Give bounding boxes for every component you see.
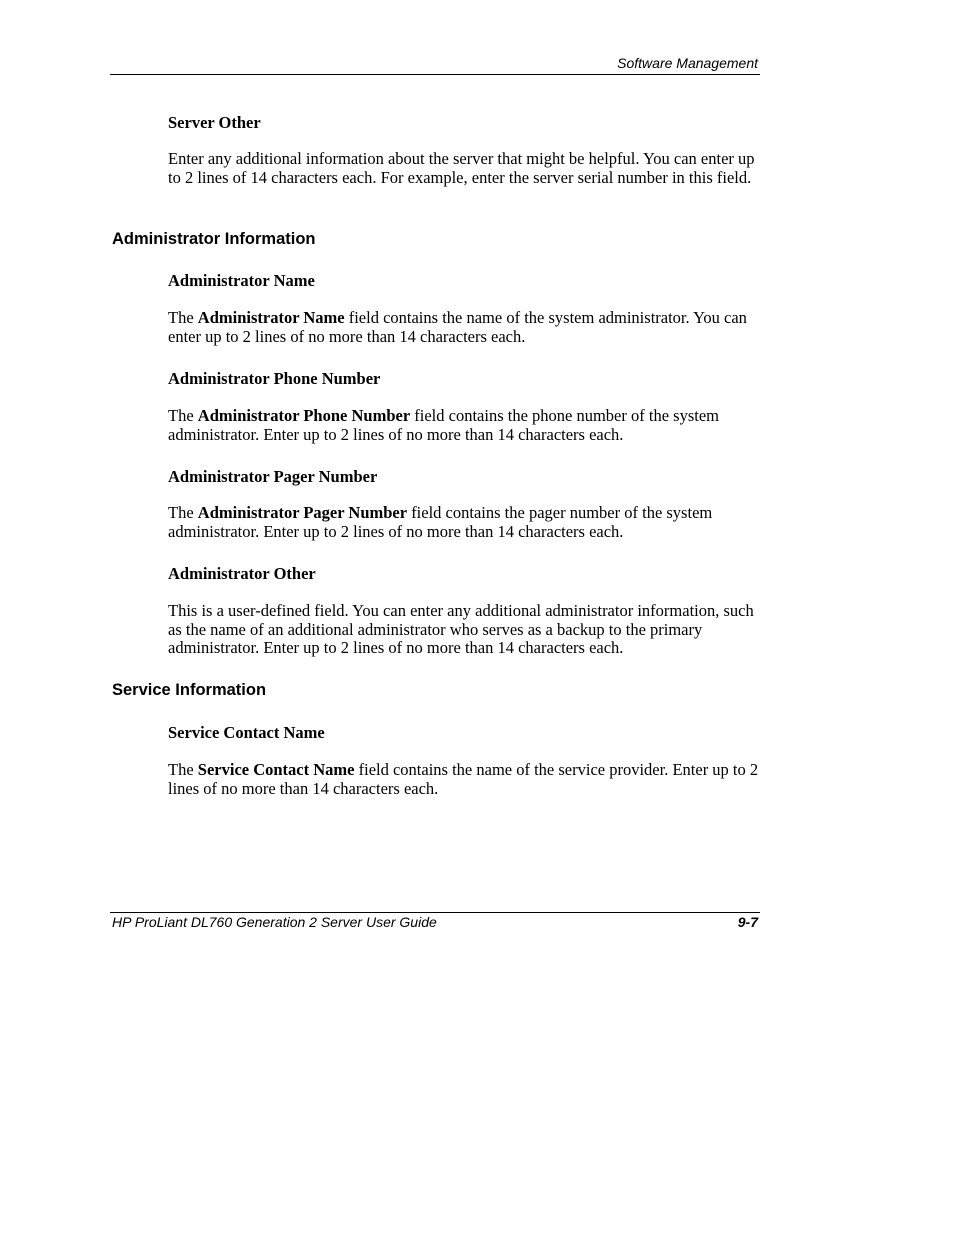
- administrator-other-paragraph: This is a user-defined field. You can enter any additional administrator information, such as the name of an additional administrator who serves as a backup to the primary administrator. Enter up to 2 lines of no more than 14 characters each.: [168, 601, 754, 658]
- administrator-phone-term: Administrator Phone Number: [197, 406, 411, 425]
- header-rule: [110, 74, 760, 75]
- administrator-phone-paragraph: The Administrator Phone Number field contains the phone number of the system administrator. Enter up to 2 lines of no more than 14 characters each.: [168, 406, 719, 444]
- administrator-pager-paragraph: The Administrator Pager Number field contains the pager number of the system administrator. Enter up to 2 lines of no more than 14 characters each.: [168, 503, 713, 541]
- administrator-other-heading: Administrator Other: [168, 564, 316, 583]
- administrator-information-heading: Administrator Information: [112, 230, 316, 248]
- administrator-name-term: Administrator Name: [197, 308, 345, 327]
- administrator-name-paragraph: The Administrator Name field contains the name of the system administrator. You can enter up to 2 lines of no more than 14 characters each.: [168, 308, 747, 346]
- footer-guide-title: HP ProLiant DL760 Generation 2 Server User Guide: [112, 914, 437, 930]
- administrator-pager-heading: Administrator Pager Number: [168, 467, 378, 486]
- footer-rule: [110, 912, 760, 913]
- administrator-phone-heading: Administrator Phone Number: [168, 369, 381, 388]
- server-other-paragraph: Enter any additional information about the server that might be helpful. You can enter up to 2 lines of 14 characters each. For example, enter the server serial number in this field.: [168, 149, 755, 187]
- service-contact-name-term: Service Contact Name: [197, 760, 355, 779]
- service-information-heading: Service Information: [112, 681, 267, 699]
- service-contact-name-paragraph: The Service Contact Name field contains the name of the service provider. Enter up to 2 lines of no more than 14 characters each.: [168, 760, 759, 798]
- footer-page-number: 9-7: [737, 914, 758, 930]
- header-section-title: Software Management: [617, 55, 758, 71]
- administrator-pager-term: Administrator Pager Number: [197, 503, 408, 522]
- administrator-name-heading: Administrator Name: [168, 271, 315, 290]
- service-contact-name-heading: Service Contact Name: [168, 723, 325, 742]
- server-other-heading: Server Other: [168, 113, 261, 132]
